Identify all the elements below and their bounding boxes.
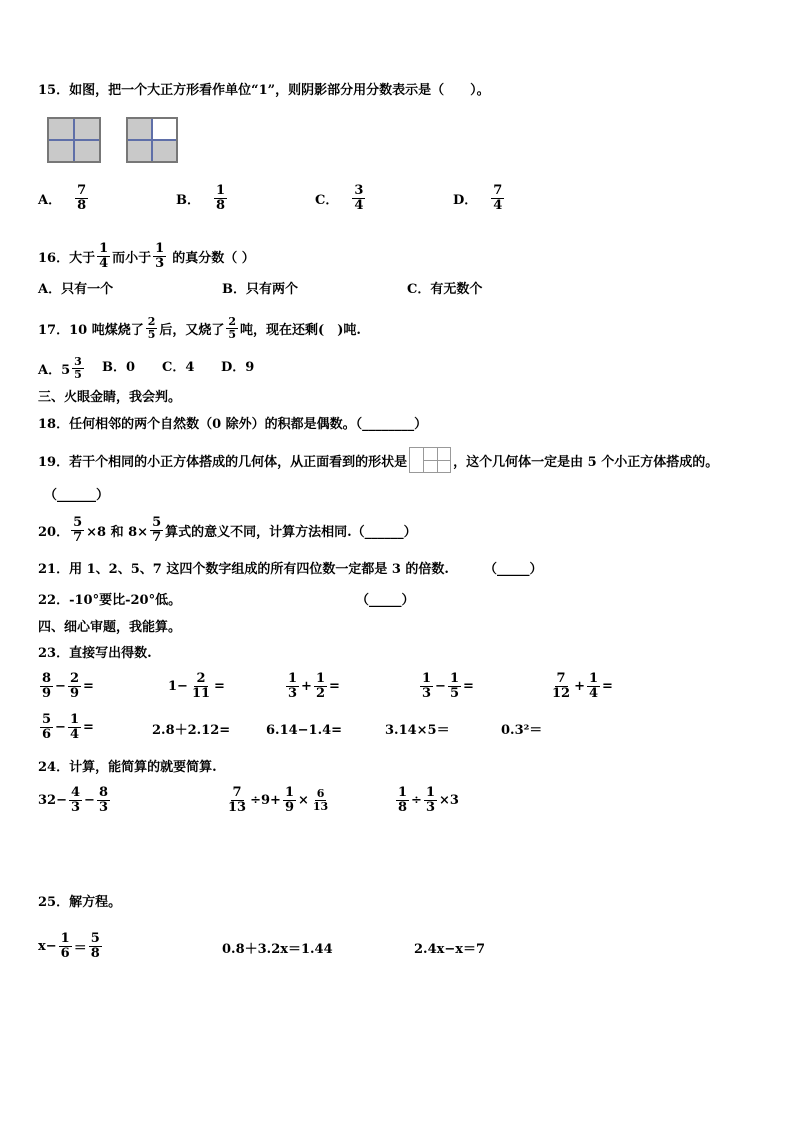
q24-expr-2: $\frac{7}{13}$ ÷9+ $\frac{1}{9}$ × $\frac{6}{13}$	[228, 785, 329, 815]
fraction: $\frac{5}{7}$	[152, 515, 162, 545]
fraction: $\frac{1}{3}$	[288, 671, 298, 701]
fraction: $\frac{1}{4}$	[589, 671, 599, 701]
fraction: $\frac{1}{4}$	[69, 712, 79, 742]
fraction: $\frac{2}{5}$	[228, 315, 237, 341]
section-4-heading: 四、细心审题，我能算。	[38, 620, 182, 635]
q18-text: 18．任何相邻的两个自然数（0 除外）的积都是偶数。（________）	[38, 417, 428, 432]
q21-blank[interactable]: （_____）	[484, 562, 543, 577]
q25-equation-2: 0.8＋3.2x＝1.44	[222, 942, 333, 957]
q25-title: 25．解方程。	[38, 895, 122, 910]
fraction: $\frac{1}{3}$	[155, 241, 165, 271]
fraction: $\frac{7}{4}$	[493, 183, 503, 213]
section-3-heading: 三、火眼金睛，我会判。	[38, 390, 182, 405]
q19-text: 19．若干个相同的小正方体搭成的几何体，从正面看到的形状是 ，这个几何体一定是由 5 个小正方体搭成的。	[38, 447, 718, 473]
q16-option-c[interactable]: C．有无数个	[407, 282, 483, 297]
q15-option-a[interactable]: A． $\frac{7}{8}$	[38, 183, 87, 213]
fraction: $\frac{1}{8}$	[216, 183, 226, 213]
q23-expr-5: $\frac{7}{12}$ + $\frac{1}{4}$ =	[552, 671, 613, 701]
q17-option-b[interactable]: B．0	[102, 360, 136, 375]
q19-front-view-figure	[409, 447, 451, 473]
q23-expr-9: 3.14×5＝	[385, 723, 450, 738]
q20-text: 20． $\frac{5}{7}$ ×8 和 8× $\frac{5}{7}$ 算式的意义不同，计算方法相同.（______）	[38, 515, 417, 545]
q17-option-a[interactable]: A．5 $\frac{3}{5}$	[38, 355, 82, 381]
fraction: $\frac{1}{5}$	[449, 671, 459, 701]
q16-text: 16．大于 $\frac{1}{4}$ 而小于 $\frac{1}{3}$ 的真分数（ ）	[38, 241, 255, 271]
q15-figure-partial-square	[126, 117, 178, 163]
fraction: $\frac{1}{2}$	[315, 671, 325, 701]
q15-option-d[interactable]: D． $\frac{7}{4}$	[453, 183, 503, 213]
fraction: $\frac{7}{13}$	[228, 785, 247, 815]
q25-equation-1: x− $\frac{1}{6}$ ＝ $\frac{5}{8}$	[38, 931, 100, 961]
q23-expr-2: 1− $\frac{2}{11}$ =	[168, 671, 225, 701]
q23-expr-6: $\frac{5}{6}$ − $\frac{1}{4}$ =	[42, 712, 94, 742]
q25-equation-3: 2.4x−x＝7	[414, 942, 486, 957]
fraction: $\frac{8}{9}$	[42, 671, 52, 701]
q24-expr-3: $\frac{1}{8}$ ÷ $\frac{1}{3}$ ×3	[398, 785, 459, 815]
q21-text: 21．用 1、2、5、7 这四个数字组成的所有四位数一定都是 3 的倍数.	[38, 562, 449, 577]
fraction: $\frac{3}{5}$	[74, 355, 82, 381]
q16-option-a[interactable]: A．只有一个	[38, 282, 114, 297]
fraction: $\frac{2}{11}$	[191, 671, 211, 701]
q23-expr-1: $\frac{8}{9}$ − $\frac{2}{9}$ =	[42, 671, 94, 701]
q22-blank[interactable]: （_____）	[356, 593, 415, 608]
q15-text: 15．如图，把一个大正方形看作单位“1”，则阴影部分用分数表示是（ ）。	[38, 83, 490, 98]
fraction: $\frac{1}{3}$	[422, 671, 432, 701]
fraction: $\frac{6}{13}$	[312, 787, 329, 813]
fraction: $\frac{1}{6}$	[60, 931, 70, 961]
q15-option-b[interactable]: B． $\frac{1}{8}$	[176, 183, 226, 213]
q16-option-b[interactable]: B．只有两个	[222, 282, 298, 297]
q23-expr-10: 0.3²＝	[501, 723, 543, 738]
q15-figure-full-square	[47, 117, 101, 163]
fraction: $\frac{5}{8}$	[90, 931, 100, 961]
q23-expr-3: $\frac{1}{3}$ + $\frac{1}{2}$ =	[288, 671, 340, 701]
fraction: $\frac{1}{3}$	[425, 785, 435, 815]
fraction: $\frac{3}{4}$	[354, 183, 364, 213]
q24-expr-1: 32− $\frac{4}{3}$ − $\frac{8}{3}$	[38, 785, 108, 815]
q23-expr-8: 6.14−1.4=	[266, 723, 343, 738]
q23-expr-7: 2.8＋2.12=	[152, 723, 231, 738]
fraction: $\frac{1}{9}$	[284, 785, 294, 815]
fraction: $\frac{7}{12}$	[552, 671, 571, 701]
q23-expr-4: $\frac{1}{3}$ − $\frac{1}{5}$ =	[422, 671, 474, 701]
q15-option-c[interactable]: C． $\frac{3}{4}$	[315, 183, 364, 213]
q17-text: 17．10 吨煤烧了 $\frac{2}{5}$ 后，又烧了 $\frac{2}{5}$ 吨，现在还剩( )吨.	[38, 315, 361, 341]
fraction: $\frac{4}{3}$	[70, 785, 81, 815]
fraction: $\frac{5}{7}$	[73, 515, 83, 545]
q23-title: 23．直接写出得数.	[38, 646, 152, 661]
q19-blank[interactable]: （______）	[44, 488, 110, 503]
fraction: $\frac{5}{6}$	[42, 712, 52, 742]
fraction: $\frac{2}{5}$	[147, 315, 156, 341]
fraction: $\frac{8}{3}$	[98, 785, 108, 815]
fraction: $\frac{1}{8}$	[398, 785, 408, 815]
fraction: $\frac{7}{8}$	[77, 183, 87, 213]
q17-option-d[interactable]: D．9	[221, 360, 255, 375]
q17-option-c[interactable]: C．4	[162, 360, 195, 375]
q22-text: 22．-10°要比-20°低。	[38, 593, 182, 608]
fraction: $\frac{2}{9}$	[69, 671, 79, 701]
q24-title: 24．计算，能简算的就要简算.	[38, 760, 217, 775]
fraction: $\frac{1}{4}$	[99, 241, 109, 271]
